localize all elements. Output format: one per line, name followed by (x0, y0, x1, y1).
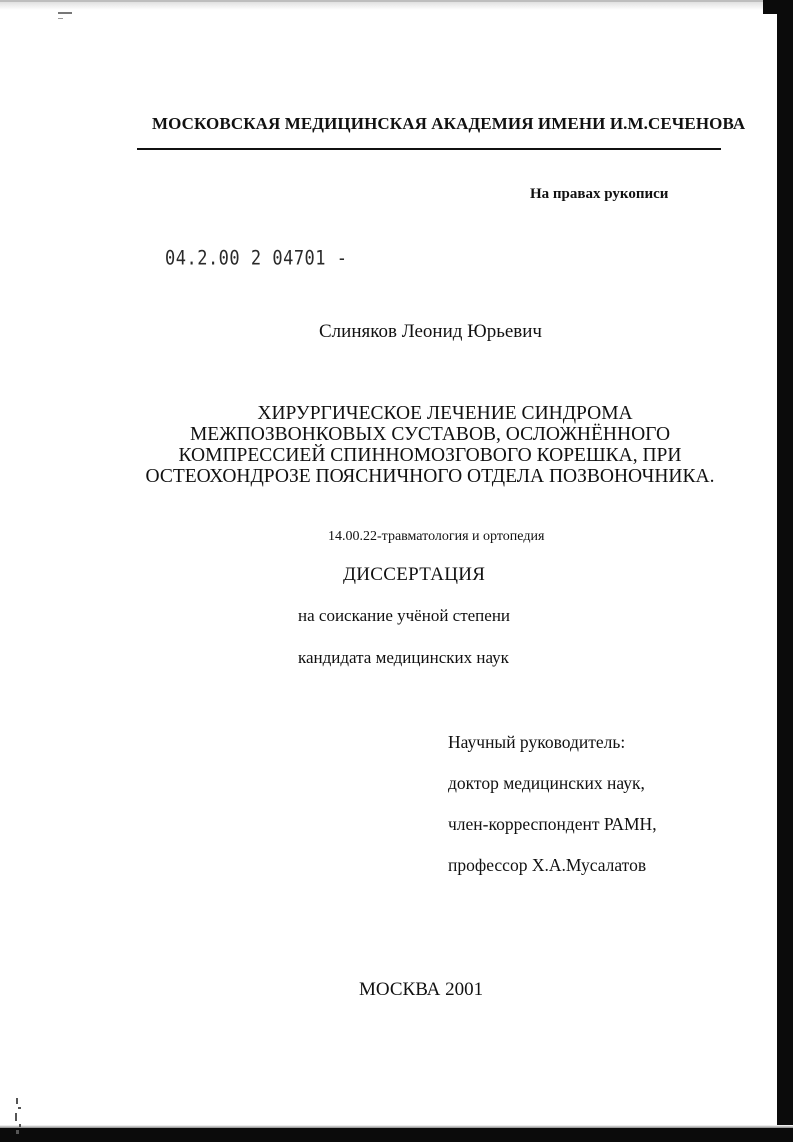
supervisor-membership: член-корреспондент РАМН, (448, 814, 657, 834)
supervisor-label: Научный руководитель: (448, 732, 626, 752)
institution-name: МОСКОВСКАЯ МЕДИЦИНСКАЯ АКАДЕМИЯ ИМЕНИ И.М.СЕЧЕНОВА (152, 114, 746, 133)
scan-mark (58, 18, 63, 19)
registration-stamp: 04.2.00 2 04701 - (165, 247, 348, 270)
supervisor-degree: доктор медицинских наук, (448, 773, 645, 793)
scan-specks (14, 1098, 22, 1138)
degree-line-2: кандидата медицинских наук (298, 648, 509, 667)
scan-mark (58, 12, 72, 14)
dissertation-title (120, 403, 740, 487)
city-year: МОСКВА 2001 (359, 979, 484, 1000)
degree-line-1: на соискание учёной степени (298, 606, 511, 625)
supervisor-name: профессор Х.А.Мусалатов (448, 855, 647, 875)
title-line: ОСТЕОХОНДРОЗЕ ПОЯСНИЧНОГО ОТДЕЛА ПОЗВОНОЧНИКА. (145, 466, 715, 487)
title-line: ХИРУРГИЧЕСКОЕ ЛЕЧЕНИЕ СИНДРОМА (257, 403, 633, 424)
scan-bottom-edge (0, 1128, 793, 1142)
scan-top-line (0, 0, 793, 2)
document-type: ДИССЕРТАЦИЯ (343, 564, 486, 585)
manuscript-rights-note: На правах рукописи (530, 186, 669, 202)
title-line: МЕЖПОЗВОНКОВЫХ СУСТАВОВ, ОСЛОЖНЁННОГО (189, 424, 671, 445)
specialty-code: 14.00.22-травматология и ортопедия (328, 529, 545, 544)
header-divider (137, 148, 721, 150)
scan-right-edge (777, 0, 793, 1142)
title-line: КОМПРЕССИЕЙ СПИННОМОЗГОВОГО КОРЕШКА, ПРИ (178, 445, 682, 466)
author-name: Слиняков Леонид Юрьевич (319, 321, 542, 342)
